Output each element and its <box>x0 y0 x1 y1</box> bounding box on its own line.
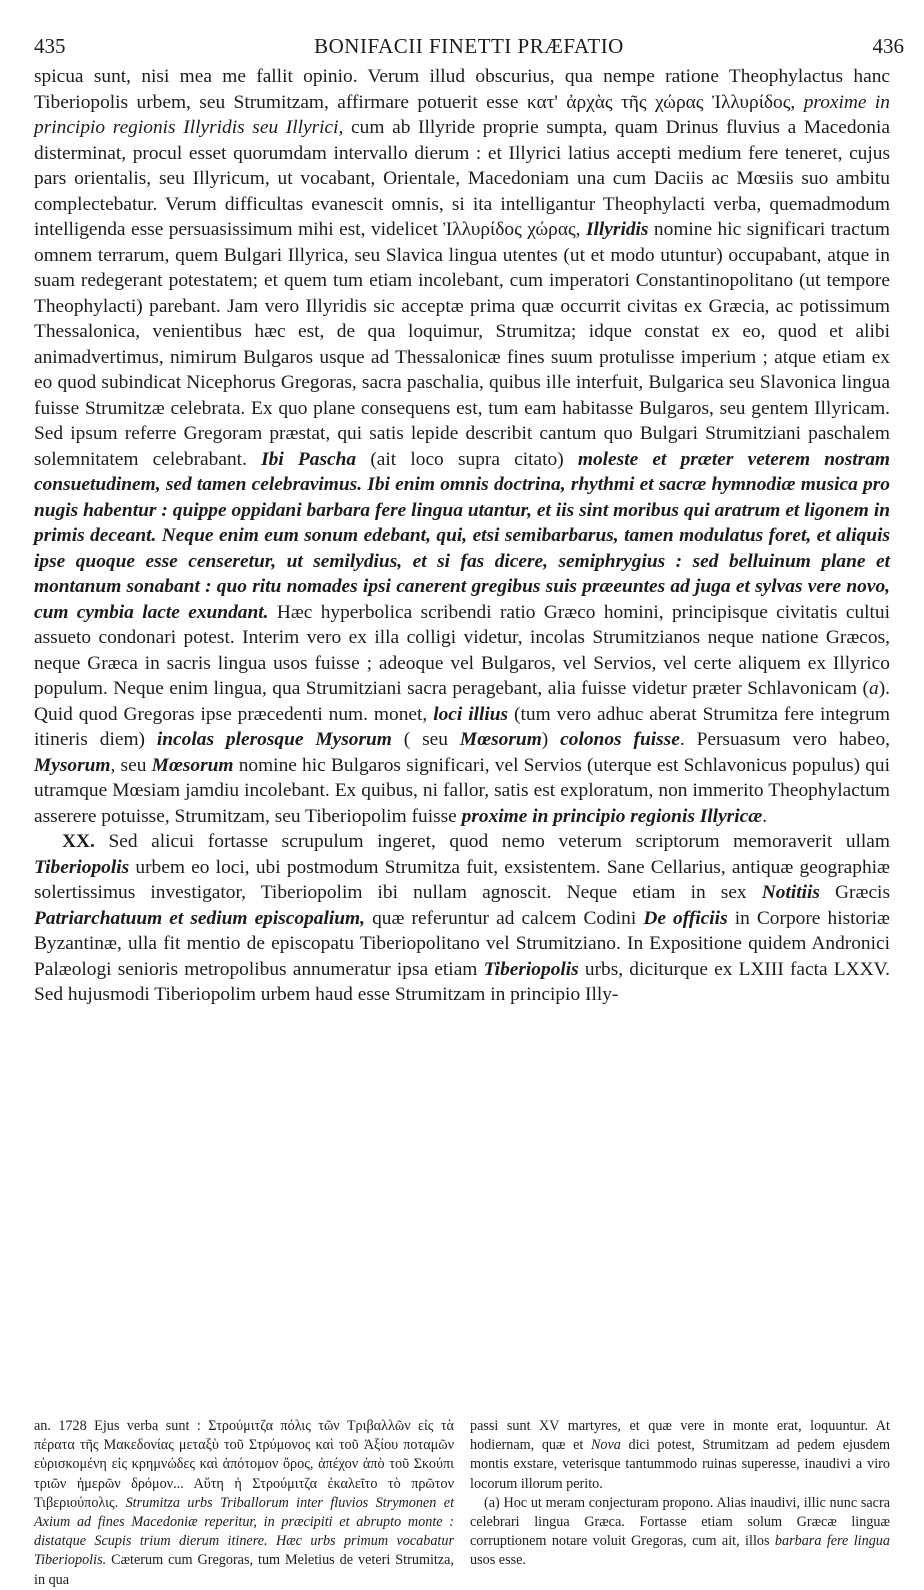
text-run: ( seu <box>391 729 460 750</box>
text-run: nomine hic significari tractum omnem terrarum, quem Bulgari Illyrica, seu Slavica lingua utentes (ut et modo utuntur) occupabant, atque in suam redegerant potestatem; et quem tum etiam incolebant, cum imperatori Constantinopolitano (ut tempore Theophylacti) parebant. Jam vero Illyridis sic acceptæ prima quæ occurrit civitas ex Græcia, ac potissimum Thessalonica, venientibus hæc est, de qua loquimur, Strumitza; idque constat ex eo, quod et alibi animadvertimus, nimirum Bulgaros usque ad Thessalonicæ fines suum protulisse imperium ; atque etiam ex eo quod subindicat Nicephorus Gregoras, sacra paschalia, quibus ille interfuit, Bulgarica seu Slavonica lingua fuisse Strumitzæ celebrata. Ex quo plane consequens est, tum eam habitasse Bulgaros, seu gentem Illyricam. Sed ipsum referre Gregoram præstat, qui satis lepide describit cantum quo Bulgari Strumitziani paschalem solemnitatem celebrabant. <box>34 219 890 470</box>
footnote-text: (a) Hoc ut meram conjecturam propono. Alias inaudivi, illic nunc sacra celebrari lingua Græca. Fortasse etiam solum Græcæ linguæ corruptionem notare voluit Gregoras, cum ait, illos <box>470 1494 890 1550</box>
section-number: XX. <box>62 831 95 852</box>
bold-italic-word: Tiberiopolis <box>34 856 130 878</box>
main-text <box>34 64 890 1008</box>
running-header <box>34 34 904 64</box>
text-run: cum ab Illyride proprie sumpta, quam Drinus fluvius a Macedonia disterminat, procul esset quorumdam intervallo dierum : et Illyrici latius accepti medium fere teneret, cujus pars orientalis, seu Illyricum, ut vocabant, Orientale, Macedoniam una cum Daciis ac Mœsiis suo ambitu complectebatur. Verum difficultas evanescit omnis, si ita intelligantur Theophylacti verba, quemadmodum intelligenda esse persuasissimum mihi est, videlicet <box>34 117 890 240</box>
bold-italic-phrase: incolas plerosque Mysorum <box>156 729 392 750</box>
bold-italic-phrase: proxime in principio regionis Illyricæ <box>461 805 763 827</box>
text-run: spicua sunt, nisi mea me fallit opinio. Verum illud obscurius, qua nempe ratione Theophylactus hanc Tiberiopolis urbem, seu Strumitzam, affirmare potuerit esse <box>34 66 890 113</box>
bold-italic-word: Illyridis <box>585 219 649 240</box>
gregoras-quotation: moleste et præter veterem nostram consuetudinem, sed tamen celebravimus. Ibi enim omnis doctrina, rhythmi et sacræ hymnodiæ musica pro nugis habentur : quippe oppidani barbara fere lingua utantur, et iis sint moribus qui aratrum et ligonem in primis deceant. Neque enim eum sonum edebant, qui, etsi semibarbarus, tamen modulatus foret, et aliquis ipse quoque esse censeretur, ut semilydius, et si fas dicere, semiphrygius : sed belluinum plane et montanum sonabant : quo ritu nomades ipsi canerent gregibus suis præeuntes ad juga et sylvas vere novo, cum cymbia lacte exundant. <box>34 448 890 623</box>
footnote-text: Cæterum cum Gregoras, tum Meletius de veteri Strumitza, in qua <box>34 1552 454 1588</box>
bold-italic-phrase: Patriarchatuum et sedium episcopalium, <box>34 907 365 929</box>
text-run: in Corpore historiæ Byzantinæ, ulla fit mentio de episcopatu Tiberiopolitano vel Strumitziano. In Expositione quidem Andronici Palæologi senioris metropolibus annumeratur ipsa etiam <box>34 907 890 980</box>
footnote-column-right <box>470 1417 890 1571</box>
footnote-continued <box>34 1417 454 1590</box>
text-run: (tum vero adhuc aberat Strumitza fere integrum itineris diem) <box>34 703 890 750</box>
text-run: Sed alicui fortasse scrupulum ingeret, quod nemo veterum scriptorum memoraverit ullam <box>94 831 890 852</box>
paragraph-xx <box>34 829 890 1008</box>
greek-phrase: Ἰλλυρίδος χώρας, <box>443 219 586 240</box>
text-run: urbs, diciturque ex LXIII facta LXXV. Sed hujusmodi Tiberiopolim urbem haud esse Strumitzam in principio Illy- <box>34 958 890 1005</box>
text-run: (ait loco supra citato) <box>356 448 578 470</box>
paragraph-continued <box>34 64 890 829</box>
page-number-right: 436 <box>872 34 904 58</box>
text-run: Hæc hyperbolica scribendi ratio Græco homini, principisque civitatis cultui assueto condonari potest. Interim vero ex illa colligi videtur, incolas Strumitzianos neque natione Græcos, neque Græca in sacris lingua usos fuisse ; adeoque vel Bulgaros, vel Servios, vel certe aliquem ex Illyrico populum. Neque enim lingua, qua Strumitziani sacra peragebant, alia fuisse videtur præter Schlavonicam ( <box>34 601 891 699</box>
footnote-a <box>470 1494 890 1571</box>
footnote-text: an. 1728 Ejus verba sunt : Στρούμιτζα πόλις τῶν Τριβαλλῶν εἰς τὰ πέρατα τῆς Μακεδονίας μεταξὺ τοῦ Στρύμονος καὶ τοῦ Ἀξίου ποταμῶν εὑρισκομένη εἰς κρημνώδες καὶ ἀπότομον ὄρος, ἀπέχον ἀπὸ τοῦ Σκούπι τριῶν ἡμερῶν δρόμον... Αὕτη ἡ Στρούμιτζα ἐκαλεῖτο τὸ πρῶτον Τιβεριούπολις. <box>34 1418 454 1511</box>
bold-italic-phrase: colonos fuisse <box>560 729 680 750</box>
page-number-left: 435 <box>34 34 66 58</box>
greek-phrase: κατ' ἀρχὰς τῆς χώρας Ἰλλυρίδος, <box>526 91 804 113</box>
bold-italic-word: Notitiis <box>761 882 820 903</box>
text-run: , seu <box>110 754 152 776</box>
bold-italic-word: Mœsorum <box>151 754 234 776</box>
running-title: BONIFACII FINETTI PRÆFATIO <box>314 34 624 58</box>
footnote-italic-word: Nova <box>590 1437 621 1454</box>
footnote-continued-right <box>470 1417 890 1494</box>
bold-italic-phrase: Ibi Pascha <box>261 448 357 470</box>
bold-italic-word: Mysorum <box>34 754 111 776</box>
footnote-text: usos esse. <box>470 1552 526 1569</box>
text-run: ) <box>541 729 561 750</box>
footnote-ref: a <box>868 678 879 699</box>
footnote-italic-phrase: barbara fere lingua <box>774 1533 890 1550</box>
text-run: nomine hic Bulgaros significari, vel Servios (uterque est Schlavonicus populus) qui utramque Mœsiam jamdiu incolebant. Ex quibus, ni fallor, satis est exploratum, non immerito Theophylactum asserere potuisse, Strumitzam, seu Tiberiopolim fuisse <box>34 754 890 827</box>
text-run: quæ referuntur ad calcem Codini <box>365 907 644 929</box>
bold-italic-phrase: loci illius <box>433 703 509 725</box>
bold-italic-word: Tiberiopolis <box>483 958 579 980</box>
bold-italic-phrase: De officiis <box>643 907 728 929</box>
text-run: urbem eo loci, ubi postmodum Strumitza fuit, exsistentem. Sane Cellarius, antiquæ geographiæ solertissimus investigator, Tiberiopolim ibi nullam agnoscit. Neque etiam in sex <box>34 856 890 903</box>
bold-italic-word: Mœsorum <box>459 729 542 750</box>
footnote-text: passi sunt XV martyres, et quæ vere in monte erat, loquuntur. At hodiernam, quæ et <box>470 1418 890 1454</box>
text-run: . <box>762 805 768 827</box>
text-run: Græcis <box>819 882 890 903</box>
footnote-column-left <box>34 1417 454 1590</box>
text-run: . Persuasum vero habeo, <box>679 729 890 750</box>
footnote-text: dici potest, Strumitzam ad pedem ejusdem montis exstare, veterisque tantummodo ruinas superesse, inaudivi a viro locorum illorum perito. <box>470 1437 890 1492</box>
italic-phrase: proxime in principio regionis Illyridis seu Illyrici, <box>34 91 890 138</box>
footnote-italic-translation: Strumitza urbs Triballorum inter fluvios Strymonen et Axium ad fines Macedoniæ reperitur, in præcipiti et abrupto monte : distatque Scupis trium dierum itinere. Hæc urbs primum vocabatur Tiberiopolis. <box>34 1494 455 1569</box>
text-run: ). Quid quod Gregoras ipse præcedenti num. monet, <box>34 678 890 725</box>
